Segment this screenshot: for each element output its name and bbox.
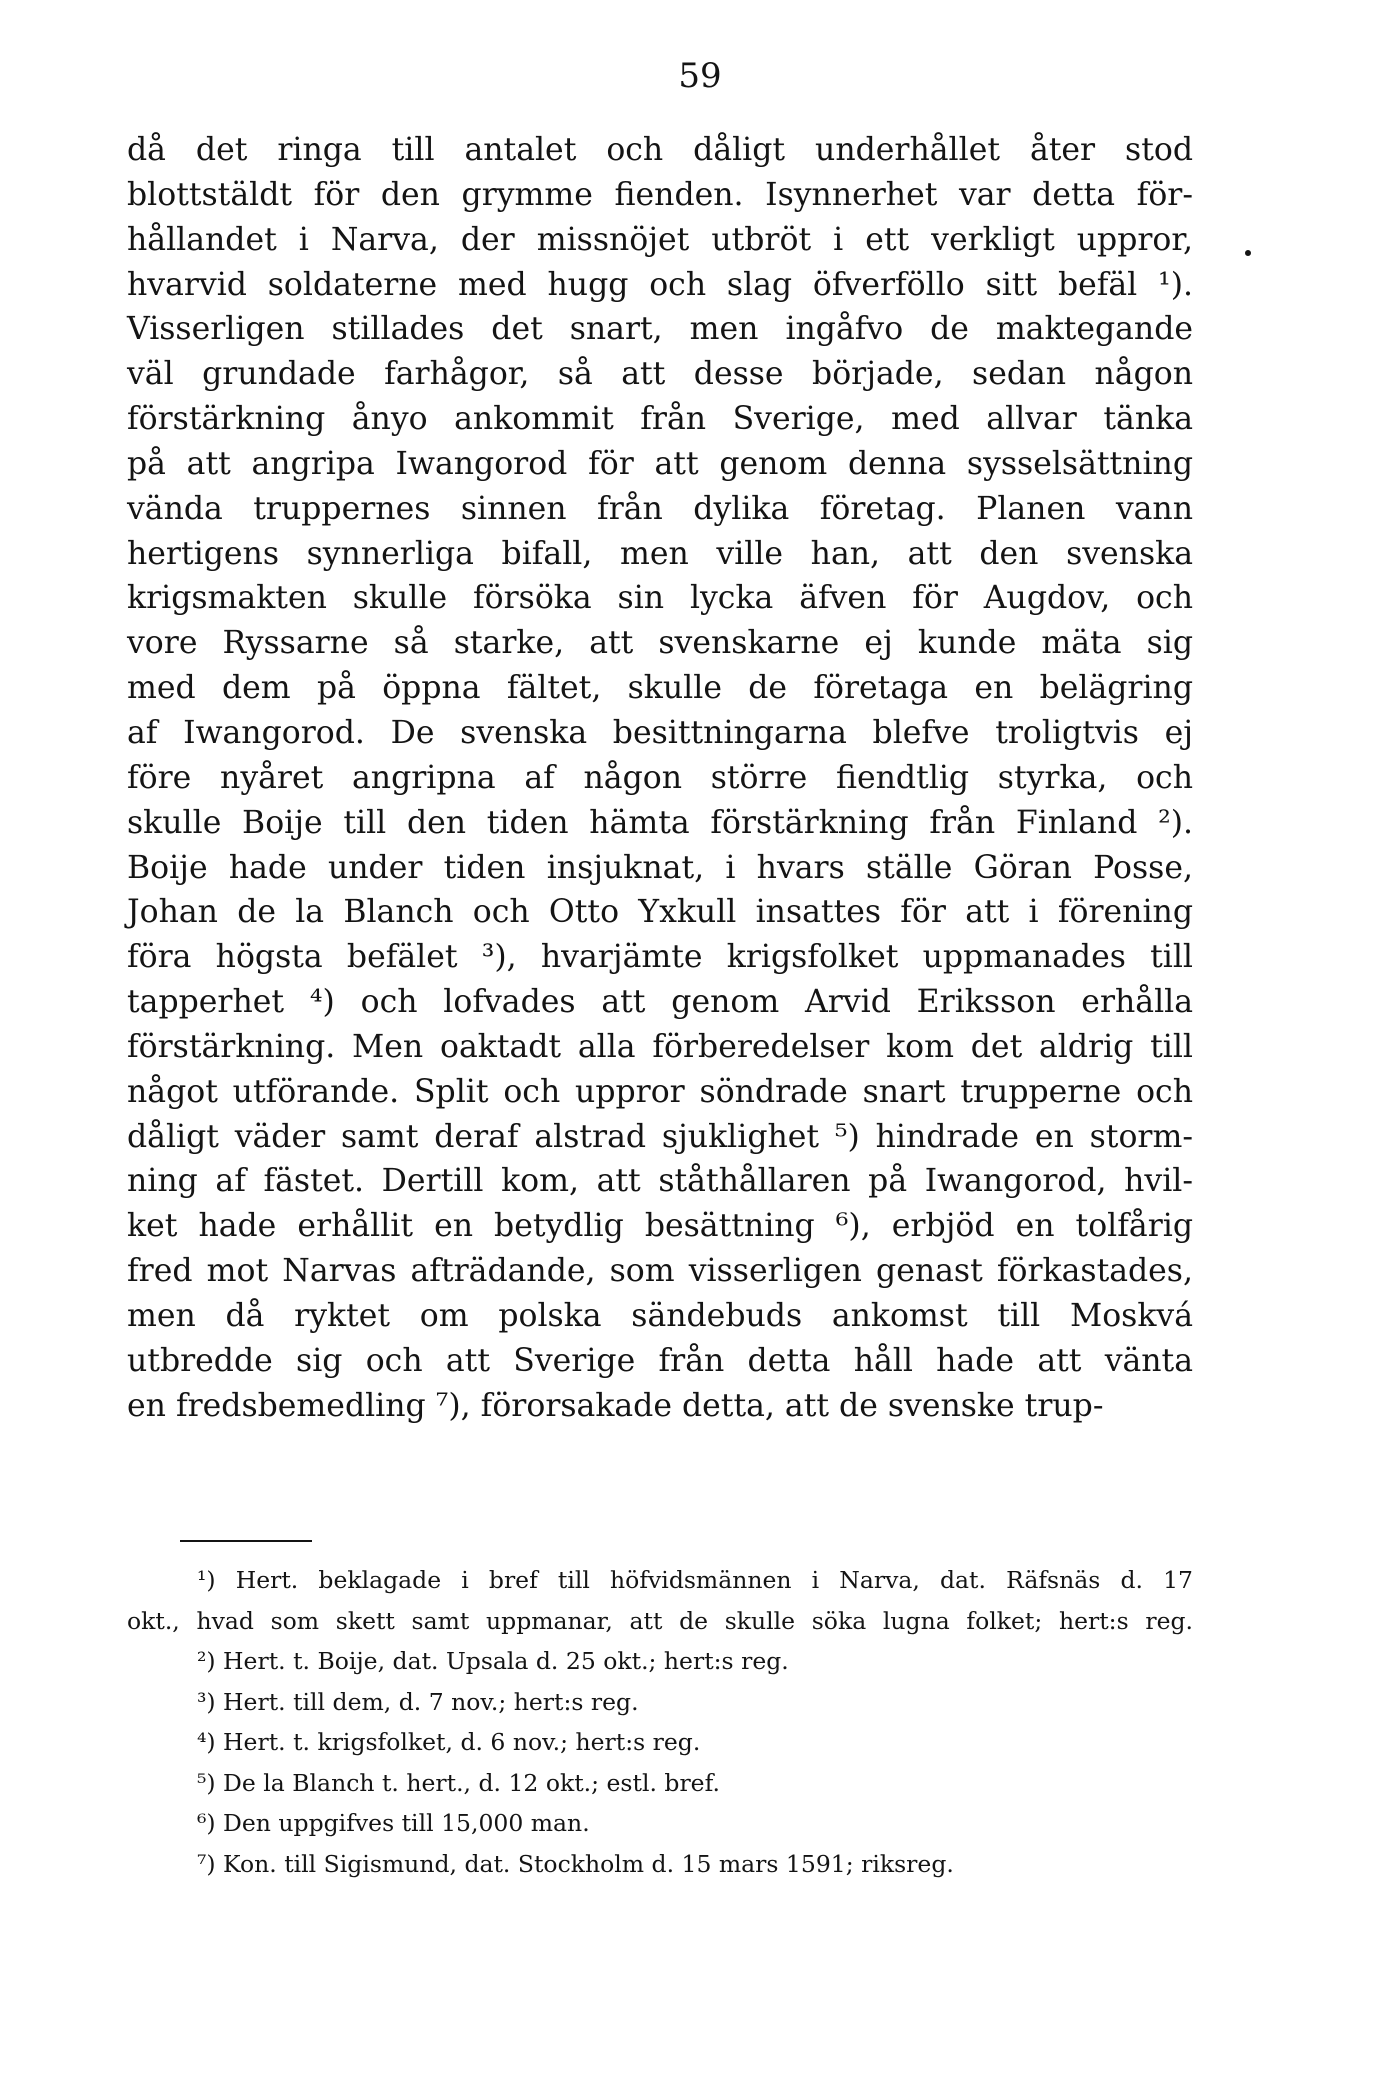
text-line: vända truppernes sinnen från dylika företag. Planen vann [127,490,1193,527]
footnote-2: ²) Hert. t. Boije, dat. Upsala d. 25 okt.; hert:s reg. [197,1647,789,1675]
text-line: men då ryktet om polska sändebuds ankomst till Moskvá [127,1297,1193,1334]
footnote-divider [180,1540,312,1542]
text-line: tapperhet ⁴) och lofvades att genom Arvid Eriksson erhålla [127,984,1193,1021]
text-line: då det ringa till antalet och dåligt underhållet åter stod [127,132,1193,168]
text-line: Visserligen stillades det snart, men ingåfvo de maktegande [127,311,1193,348]
text-line: dåligt väder samt deraf alstrad sjuklighet ⁵) hindrade en storm- [127,1118,1193,1155]
text-line: föra högsta befälet ³), hvarjämte krigsfolket uppmanades till [127,939,1193,976]
text-line: en fredsbemedling ⁷), förorsakade detta, att de svenske trup- [127,1387,1104,1424]
text-line: utbredde sig och att Sverige från detta håll hade att vänta [127,1342,1193,1379]
text-line: ning af fästet. Dertill kom, att ståthållaren på Iwangorod, hvil- [127,1163,1193,1200]
text-line: krigsmakten skulle försöka sin lycka äfven för Augdov, och [127,580,1193,617]
text-line: något utförande. Split och uppror söndrade snart trupperne och [127,1073,1193,1110]
text-line: af Iwangorod. De svenska besittningarna blefve troligtvis ej [127,714,1193,751]
stray-mark [1245,250,1251,256]
text-line: med dem på öppna fältet, skulle de företaga en belägring [127,670,1193,707]
footnote-5: ⁵) De la Blanch t. hert., d. 12 okt.; estl. bref. [197,1768,720,1797]
text-line: förstärkning. Men oaktadt alla förberedelser kom det aldrig till [127,1028,1193,1065]
footnote-1: ¹) Hert. beklagade i bref till höfvidsmännen i Narva, dat. Räfsnäs d. 17 [197,1566,1193,1594]
text-line: förstärkning ånyo ankommit från Sverige, med allvar tänka [127,401,1193,438]
text-line: hållandet i Narva, der missnöjet utbröt i ett verkligt uppror, [127,221,1193,258]
footnote-1-cont: okt., hvad som skett samt uppmanar, att de skulle söka lugna folket; hert:s reg. [127,1606,1193,1635]
footnote-3: ³) Hert. till dem, d. 7 nov.; hert:s reg. [197,1687,639,1716]
text-line: hvarvid soldaterne med hugg och slag öfverföllo sitt befäl ¹). [127,266,1193,303]
text-line: vore Ryssarne så starke, att svenskarne ej kunde mäta sig [127,625,1193,662]
text-line: blottstäldt för den grymme fienden. Isynnerhet var detta för- [127,176,1193,213]
footnote-4: ⁴) Hert. t. krigsfolket, d. 6 nov.; hert:s reg. [197,1728,701,1756]
text-line: fred mot Narvas afträdande, som visserligen genast förkastades, [127,1253,1193,1290]
body-text [127,128,1193,1428]
footnote-7: ⁷) Kon. till Sigismund, dat. Stockholm d. 15 mars 1591; riksreg. [197,1849,954,1878]
text-line: väl grundade farhågor, så att desse började, sedan någon [127,356,1193,393]
text-line: ket hade erhållit en betydlig besättning ⁶), erbjöd en tolfårig [127,1208,1193,1245]
text-line: Boije hade under tiden insjuknat, i hvars ställe Göran Posse, [127,849,1193,886]
text-line: Johan de la Blanch och Otto Yxkull insattes för att i förening [127,894,1193,931]
text-line: skulle Boije till den tiden hämta förstärkning från Finland ²). [127,804,1193,841]
text-line: på att angripa Iwangorod för att genom denna sysselsättning [127,445,1193,482]
footnotes [127,1560,1193,1884]
text-line: hertigens synnerliga bifall, men ville han, att den svenska [127,535,1193,572]
text-line: före nyåret angripna af någon större fiendtlig styrka, och [127,759,1193,796]
footnote-6: ⁶) Den uppgifves till 15,000 man. [197,1809,590,1837]
page-number: 59 [678,56,722,96]
